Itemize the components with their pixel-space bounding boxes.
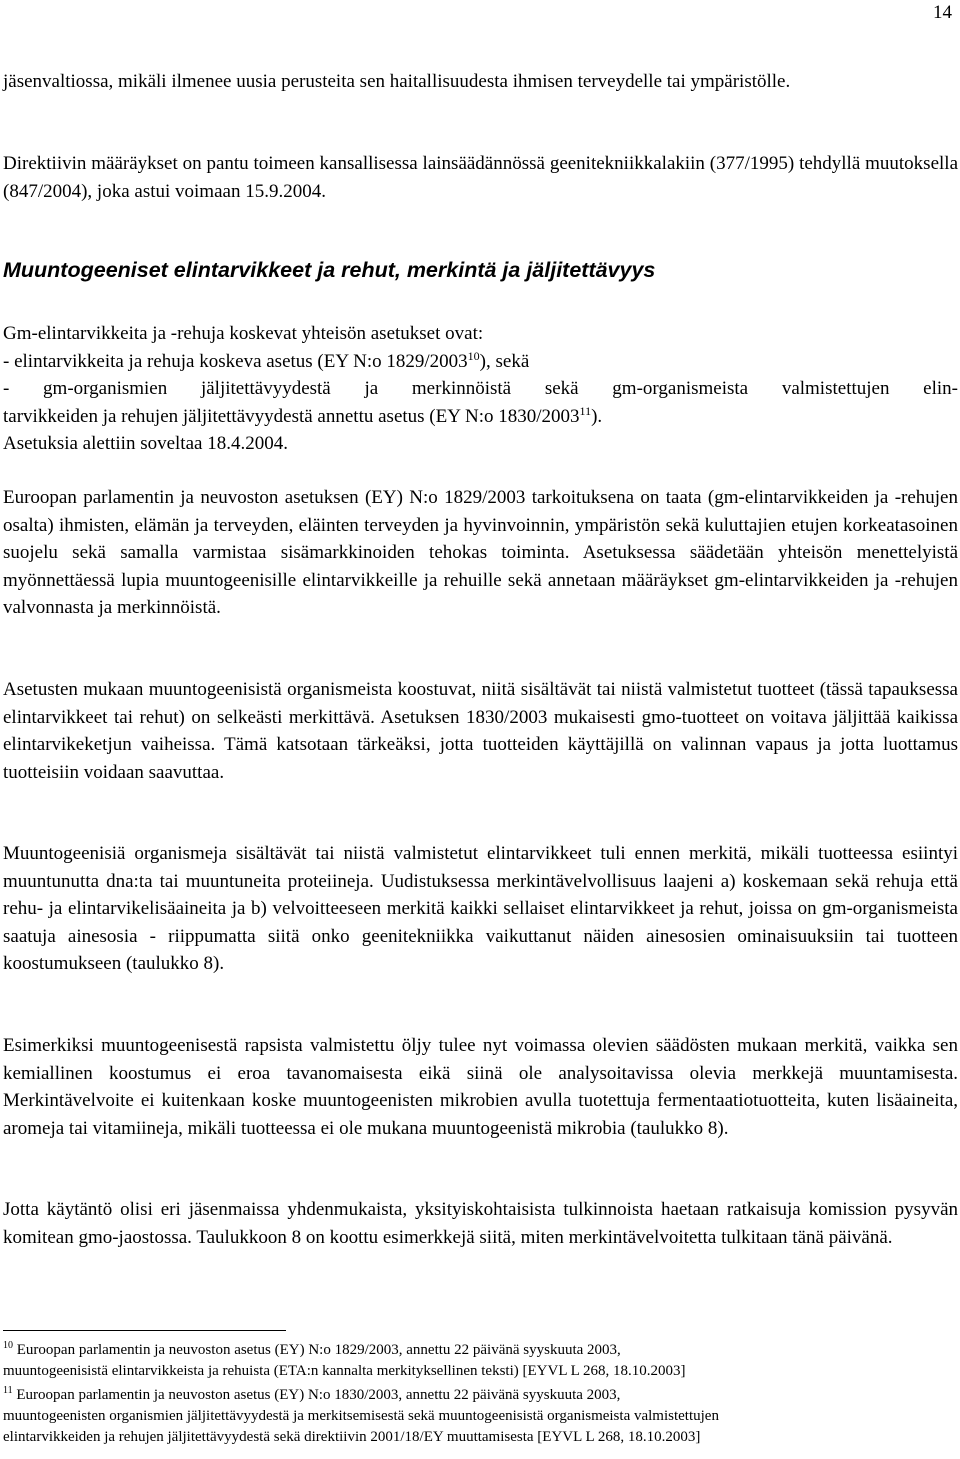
intro-paragraph-1: jäsenvaltiossa, mikäli ilmenee uusia perusteita sen haitallisuudesta ihmisen terveydelle tai ympäristölle. — [3, 71, 791, 92]
body-paragraph-4: Esimerkiksi muuntogeenisestä rapsista valmistettu öljy tulee nyt voimassa olevien säädösten mukaan merkitä, vaikka sen kemiallinen koostumus ei eroa tavanomaisesta eikä siinä ole analysoitavissa olevia merkkejä muuntamisesta. Merkintävelvoite ei kuitenkaan koske muuntogeenisten mikrobien avulla tuotettuja fermentaatiotuotteita, kuten lisäaineita, aromeja tai vitamiineja, mikäli tuotteessa ei ole mukana muuntogeenistä mikrobia (taulukko 8). — [3, 1035, 958, 1139]
gm-intro: Gm-elintarvikkeita ja -rehuja koskevat yhteisön asetukset ovat: — [3, 323, 484, 344]
intro-paragraph-2: Direktiivin määräykset on pantu toimeen kansallisessa lainsäädännössä geenitekniikkalakiin (377/1995) tehdyllä muutoksella (847/2004), joka astui voimaan 15.9.2004. — [3, 153, 958, 202]
gm-item-2-line-1: - gm-organismien jäljitettävyydestä ja merkinnöistä sekä gm-organismeista valmistettujen elin- — [3, 378, 958, 400]
gm-item-2-text: tarvikkeiden ja rehujen jäljitettävyydestä annettu asetus (EY N:o 1830/2003 — [3, 405, 580, 427]
gm-applied-date: Asetuksia alettiin soveltaa 18.4.2004. — [3, 433, 288, 455]
body-paragraph-2: Asetusten mukaan muuntogeenisistä organismeista koostuvat, niitä sisältävät tai niistä valmistetut tuotteet (tässä tapauksessa elintarvikkeet tai rehut) on selkeästi merkittävä. Asetuksen 1830/2003 mukaisesti gmo-tuotteet on voitava jäljittää kaikissa elintarvikeketjun vaiheissa. Tämä katsotaan tärkeäksi, jotta tuotteiden käyttäjillä on valinnan vapaus ja jotta luottamus tuotteisiin voidaan saavuttaa. — [3, 679, 958, 783]
gm-item-2-line-2 — [3, 403, 958, 431]
footnote-10 — [3, 1340, 958, 1382]
footnote-11-number: 11 — [3, 1385, 13, 1396]
footnote-10-text-1: Euroopan parlamentin ja neuvoston asetus (EY) N:o 1829/2003, annettu 22 päivänä syyskuuta 2003, — [16, 1342, 621, 1358]
body-paragraph-5: Jotta käytäntö olisi eri jäsenmaissa yhdenmukaista, yksityiskohtaisista tulkinnoista haetaan ratkaisuja komission pysyvän komitean gmo-jaostossa. Taulukkoon 8 on koottu esimerkkejä siitä, miten merkintävelvoitetta tulkitaan tänä päivänä. — [3, 1199, 958, 1248]
gm-item-1 — [3, 348, 958, 376]
gm-item-1-text: - elintarvikkeita ja rehuja koskeva asetus (EY N:o 1829/2003 — [3, 350, 468, 372]
footnote-ref-10: 10 — [467, 348, 480, 363]
footnote-10-number: 10 — [3, 1340, 13, 1351]
footnote-11-line-2: muuntogeenisten organismien jäljitettävyydestä ja merkitsemisestä sekä muuntogeenisistä organismeista valmistettujen — [3, 1408, 719, 1424]
gm-item-2-tail: ). — [591, 405, 603, 427]
footnote-11 — [3, 1385, 958, 1448]
footnote-divider — [3, 1330, 286, 1331]
footnote-10-line-1 — [3, 1340, 958, 1361]
footnote-11-line-1 — [3, 1385, 958, 1406]
gm-item-1-tail: ), sekä — [479, 350, 530, 372]
body-paragraph-1: Euroopan parlamentin ja neuvoston asetuksen (EY) N:o 1829/2003 tarkoituksena on taata (gm-elintarvikkeiden ja -rehujen osalta) ihmisten, elämän ja terveyden, eläinten terveyden ja hyvinvoinnin, ympäristön sekä kuluttajien etujen korkeatasoinen suojelu sekä samalla varmistaa sisämarkkinoiden tehokas toiminta. Asetuksessa säädetään yhteisön menettelyistä myönnettäessä lupia muuntogeenisille elintarvikkeille ja rehuille sekä annetaan määräykset gm-elintarvikkeiden ja -rehujen valvonnasta ja merkinnöistä. — [3, 487, 958, 619]
body-paragraph-3: Muuntogeenisiä organismeja sisältävät tai niistä valmistetut elintarvikkeet tuli ennen merkitä, mikäli tuotteessa esiintyi muuntunutta dna:ta tai muuntuneita proteiineja. Uudistuksessa merkintävelvollisuus laajeni a) koskemaan sekä rehuja että rehu- ja elintarvikelisäaineita ja b) velvoitteeseen merkitä kaikki sellaiset elintarvikkeet ja rehut, joissa on gm-organismeista saatuja ainesosia - riippumatta siitä onko geenitekniikka vaikuttanut näiden ainesosien ominaisuuksiin tai tuotteen koostumukseen (taulukko 8). — [3, 843, 958, 975]
section-heading: Muuntogeeniset elintarvikkeet ja rehut, merkintä ja jäljitettävyys — [3, 258, 656, 282]
footnote-10-line-2: muuntogeenisistä elintarvikkeista ja rehuista (ETA:n kannalta merkityksellinen teksti) [EYVL L 268, 18.10.2003] — [3, 1363, 686, 1379]
footnote-ref-11: 11 — [579, 403, 592, 418]
footnote-11-text-1: Euroopan parlamentin ja neuvoston asetus (EY) N:o 1830/2003, annettu 22 päivänä syyskuuta 2003, — [16, 1387, 621, 1403]
footnote-11-line-3: elintarvikkeiden ja rehujen jäljitettävyydestä sekä direktiivin 2001/18/EY muuttamisesta [EYVL L 268, 18.10.2003] — [3, 1429, 701, 1445]
page-number: 14 — [933, 2, 952, 23]
gm-regulations-list — [3, 320, 958, 458]
